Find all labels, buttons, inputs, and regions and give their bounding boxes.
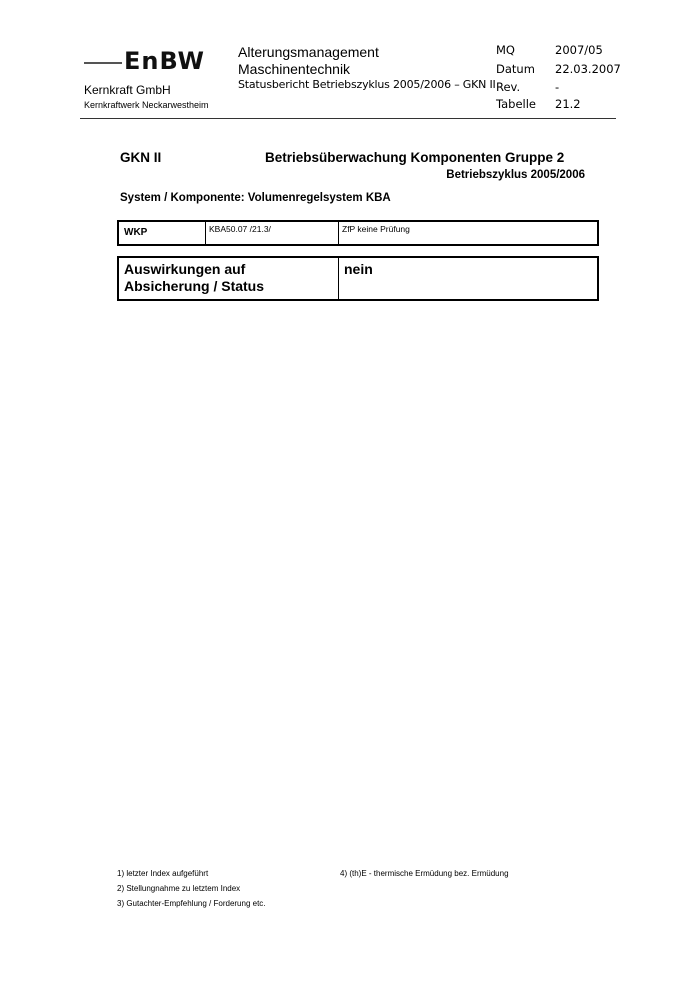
effects-label-line2: Absicherung / Status — [124, 278, 265, 294]
footnote-3: 3) Gutachter-Empfehlung / Forderung etc. — [117, 899, 266, 908]
plant-label: GKN II — [120, 150, 162, 165]
cycle-label: Betriebszyklus 2005/2006 — [446, 169, 585, 181]
wkp-note: ZfP keine Prüfung — [342, 224, 410, 234]
effects-value: nein — [344, 261, 373, 277]
wkp-note-cell — [339, 222, 597, 244]
header-divider — [80, 118, 616, 119]
wkp-label-cell — [119, 222, 206, 244]
footnote-1: 1) letzter Index aufgeführt — [117, 869, 209, 878]
wkp-code-cell — [206, 222, 339, 244]
effects-table — [117, 256, 599, 301]
footnote-4: 4) (th)E - thermische Ermüdung bez. Ermüdung — [340, 869, 509, 878]
wkp-label: WKP — [124, 227, 148, 238]
meta-label-datum: Datum — [496, 62, 535, 76]
system-label: System / Komponente: Volumenregelsystem KBA — [120, 192, 391, 204]
effects-label-line1: Auswirkungen auf — [124, 261, 246, 277]
meta-label-mq: MQ — [496, 43, 515, 57]
wkp-table — [117, 220, 599, 246]
site-name: Kernkraftwerk Neckarwestheim — [84, 100, 209, 110]
meta-label-tabelle: Tabelle — [496, 97, 537, 111]
effects-label — [124, 261, 264, 295]
footnote-2: 2) Stellungnahme zu letztem Index — [117, 884, 241, 893]
document-subtitle: Statusbericht Betriebszyklus 2005/2006 – GKN II — [238, 78, 496, 91]
enbw-logo: EnBW — [124, 47, 205, 75]
effects-label-cell — [119, 258, 339, 299]
meta-value-rev: - — [555, 80, 560, 94]
company-name: Kernkraft GmbH — [84, 83, 171, 97]
meta-value-mq: 2007/05 — [555, 43, 603, 57]
wkp-code: KBA50.07 /21.3/ — [209, 224, 271, 234]
meta-label-rev: Rev. — [496, 80, 521, 94]
logo-line — [84, 62, 122, 64]
section-heading: Betriebsüberwachung Komponenten Gruppe 2 — [265, 150, 565, 165]
meta-value-tabelle: 21.2 — [555, 97, 581, 111]
meta-value-datum: 22.03.2007 — [555, 62, 621, 76]
document-title-line2: Maschinentechnik — [238, 61, 351, 77]
document-title-line1: Alterungsmanagement — [238, 44, 379, 60]
